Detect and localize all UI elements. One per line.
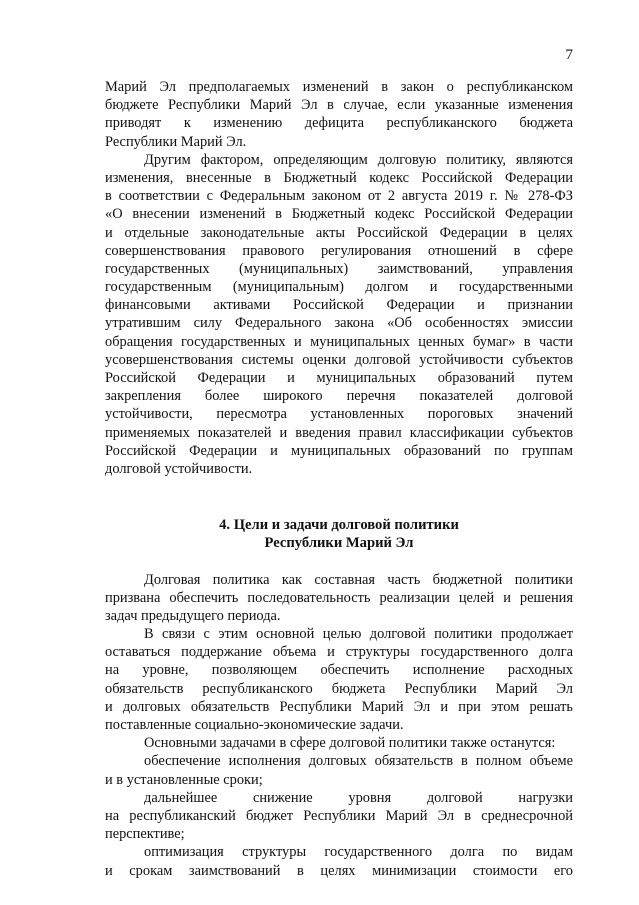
text-line: изменения, внесенные в Бюджетный кодекс Российской Федерации: [105, 169, 573, 186]
paragraph-2: [105, 151, 573, 478]
text-line: и отдельные законодательные акты Российской Федерации в целях: [105, 224, 573, 241]
text-line: оптимизация структуры государственного долга по видам: [144, 844, 573, 861]
text-line: Долговая политика как составная часть бюджетной политики: [144, 571, 573, 588]
section-heading-line-2: Республики Марий Эл: [264, 535, 414, 552]
text-line: Республики Марий Эл.: [105, 133, 247, 150]
text-line: и срокам заимствований в целях минимизации стоимости его: [105, 862, 573, 879]
text-line: долговой устойчивости.: [105, 460, 253, 477]
text-line: на уровне, позволяющем обеспечить исполнение расходных: [105, 662, 573, 679]
paragraph-3: [105, 571, 573, 626]
text-line: финансовыми активами Российской Федерации и признании: [105, 297, 573, 314]
text-line: совершенствования правового регулирования отношений в сфере: [105, 242, 573, 259]
text-line: закрепления более широкого перечня показателей долговой: [105, 388, 573, 405]
text-line: и долговых обязательств Республики Марий Эл и при этом решать: [105, 698, 573, 715]
text-line: утратившим силу Федерального закона «Об особенностях эмиссии: [105, 315, 573, 332]
text-line: оставаться поддержание объема и структуры государственного долга: [105, 644, 573, 661]
text-line: Основными задачами в сфере долговой политики также останутся:: [144, 735, 556, 752]
text-line: приводят к изменению дефицита республиканского бюджета: [105, 115, 573, 132]
text-line: Другим фактором, определяющим долговую политику, являются: [144, 151, 573, 168]
text-line: Российской Федерации и муниципальных образований по группам: [105, 442, 573, 459]
paragraph-7: [105, 789, 573, 844]
text-line: призвана обеспечить последовательность реализации целей и решения: [105, 589, 573, 606]
text-line: поставленные социально-экономические задачи.: [105, 717, 404, 734]
text-line: обращения государственных и муниципальных ценных бумаг» в части: [105, 333, 573, 350]
text-line: государственных (муниципальных) заимствований, управления: [105, 260, 573, 277]
paragraph-6: [105, 752, 573, 788]
text-line: устойчивости, пересмотра установленных пороговых значений: [105, 406, 573, 423]
paragraph-4: [105, 625, 573, 734]
text-line: Марий Эл предполагаемых изменений в закон о республиканском: [105, 79, 573, 95]
text-line: В связи с этим основной целью долговой политики продолжает: [144, 626, 573, 643]
section-heading: [105, 516, 573, 552]
document-body: [105, 78, 573, 880]
text-line: бюджете Республики Марий Эл в случае, если указанные изменения: [105, 97, 573, 114]
page-number: 7: [565, 47, 573, 63]
text-line: задач предыдущего периода.: [105, 607, 281, 624]
section-heading-line-1: 4. Цели и задачи долговой политики: [219, 517, 459, 534]
text-line: усовершенствования системы оценки долговой устойчивости субъектов: [105, 351, 573, 368]
text-line: и в установленные сроки;: [105, 771, 263, 788]
text-line: Российской Федерации и муниципальных образований путем: [105, 370, 573, 386]
text-line: перспективе;: [105, 826, 185, 843]
text-line: обязательств республиканского бюджета Республики Марий Эл: [105, 680, 573, 697]
text-line: применяемых показателей и введения правил классификации субъектов: [105, 424, 573, 441]
text-line: в соответствии с Федеральным законом от 2 августа 2019 г. № 278-ФЗ: [105, 188, 573, 205]
text-line: «О внесении изменений в Бюджетный кодекс Российской Федерации: [105, 206, 573, 223]
paragraph-5: [105, 734, 573, 752]
paragraph-8: [105, 843, 573, 879]
text-line: государственным (муниципальным) долгом и государственными: [105, 279, 573, 296]
text-line: обеспечение исполнения долговых обязательств в полном объеме: [144, 753, 573, 770]
paragraph-1: [105, 78, 573, 151]
text-line: дальнейшее снижение уровня долговой нагрузки: [144, 789, 573, 806]
text-line: на республиканский бюджет Республики Марий Эл в среднесрочной: [105, 807, 573, 824]
